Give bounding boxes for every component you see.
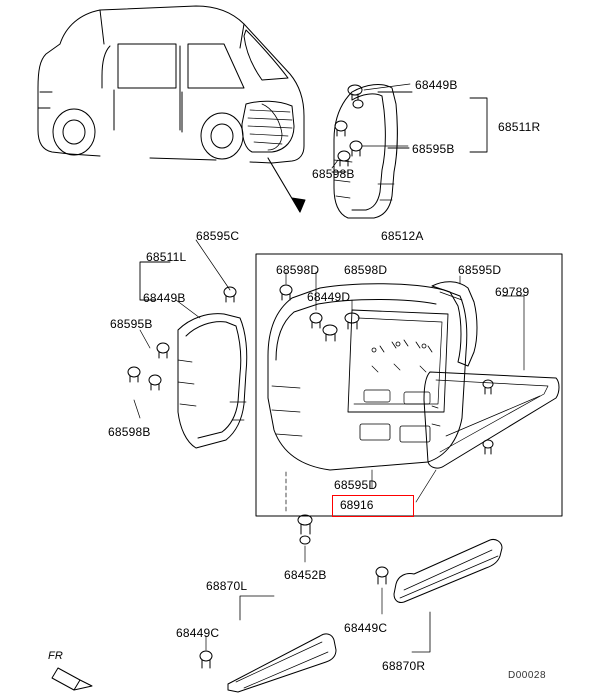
part-label-69789: 69789 xyxy=(495,285,530,299)
vehicle-illustration xyxy=(38,6,304,163)
part-label-68511l: 68511L xyxy=(146,250,187,264)
part-label-68595d-bottom: 68595D xyxy=(334,478,378,492)
part-label-68511r: 68511R xyxy=(498,120,541,134)
fastener-group-center xyxy=(280,272,359,341)
part-label-68598b-top: 68598B xyxy=(312,167,355,181)
fastener-68449c-left xyxy=(200,636,212,668)
left-subassembly xyxy=(128,240,247,448)
part-label-68449d: 68449D xyxy=(307,290,351,304)
part-label-68595d-top: 68595D xyxy=(458,263,502,277)
fr-marker-label: FR xyxy=(48,650,64,662)
part-label-68595b-left: 68595B xyxy=(110,317,153,331)
drawing-code: D00028 xyxy=(508,670,547,681)
part-label-68595c: 68595C xyxy=(196,229,240,243)
side-garnish-left-68870l xyxy=(228,634,336,692)
part-label-68598d-right: 68598D xyxy=(344,263,388,277)
part-label-68449b-top: 68449B xyxy=(415,78,458,92)
part-label-68512a: 68512A xyxy=(381,229,424,243)
part-label-68870l: 68870L xyxy=(206,579,248,593)
part-label-68449c-right: 68449C xyxy=(344,621,388,635)
right-upper-subassembly xyxy=(332,84,487,218)
part-label-68870r: 68870R xyxy=(382,659,426,673)
part-label-68449c-left: 68449C xyxy=(176,626,220,640)
part-label-68595b-top: 68595B xyxy=(412,142,455,156)
callout-arrow xyxy=(268,158,305,212)
rear-bumper-main xyxy=(268,284,467,470)
part-label-68452b: 68452B xyxy=(284,568,327,582)
fr-orientation-marker xyxy=(52,668,92,690)
part-label-68598d-left: 68598D xyxy=(276,263,320,277)
part-label-68598b-left: 68598B xyxy=(108,425,151,439)
part-label-68449b-left: 68449B xyxy=(143,291,186,305)
highlighted-part-label-68916: 68916 xyxy=(337,497,376,513)
fastener-68449c-right xyxy=(376,567,388,614)
fastener-68452b xyxy=(286,472,312,562)
side-garnish-right-68870r xyxy=(394,539,502,602)
